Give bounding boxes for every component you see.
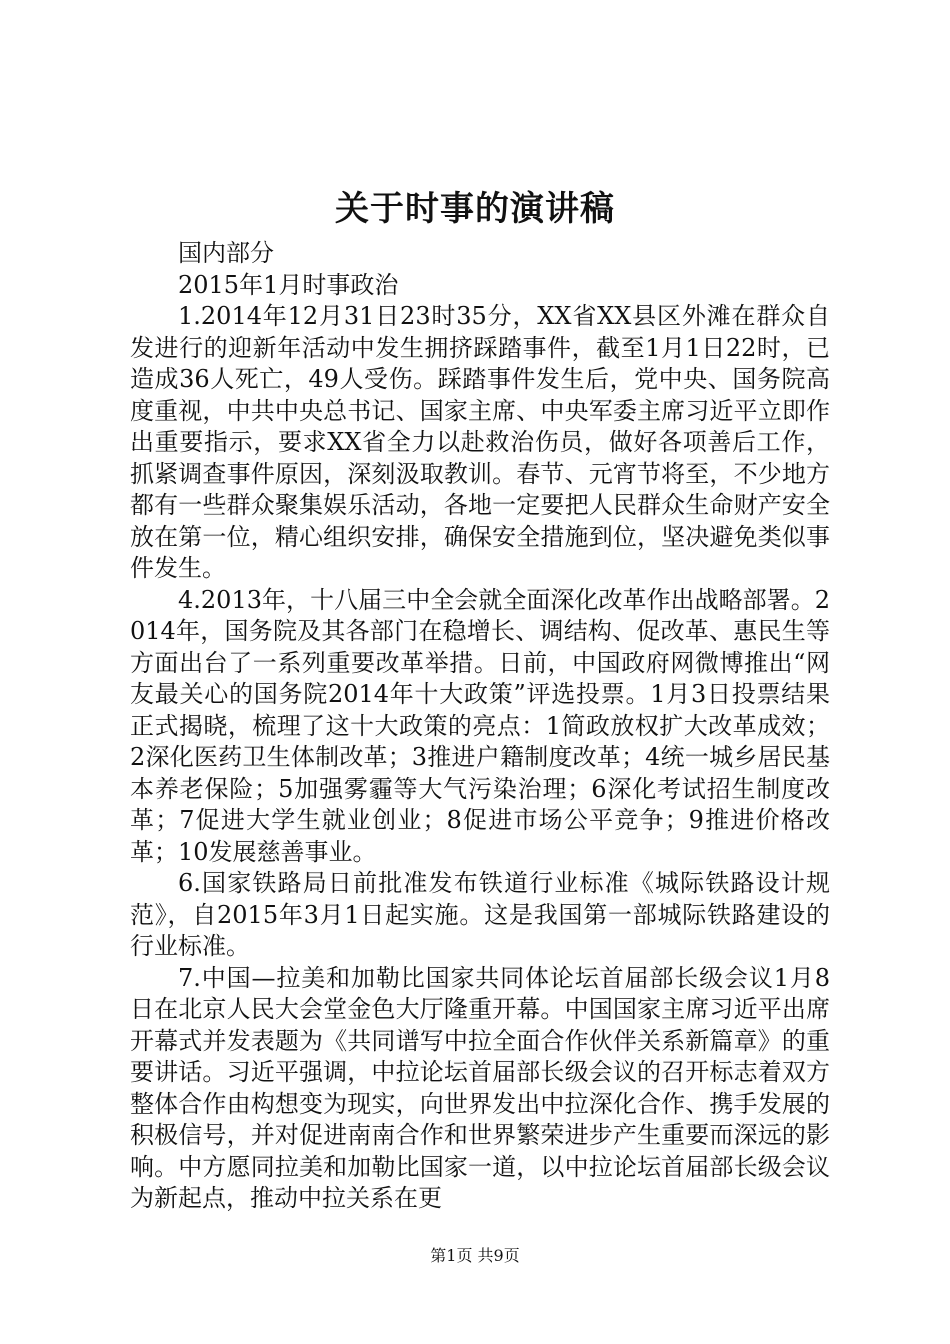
paragraph-item-4: 4.2013年，十八届三中全会就全面深化改革作出战略部署。2014年，国务院及其各部门在稳增长、调结构、促改革、惠民生等方面出台了一系列重要改革举措。日前，中国政府网微博推出“网友最关心的国务院2014年十大政策”评选投票。1月3日投票结果正式揭晓，梳理了这十大政策的亮点：1简政放权扩大改革成效；2深化医药卫生体制改革；3推进户籍制度改革；4统一城乡居民基本养老保险；5加强雾霾等大气污染治理；6深化考试招生制度改革；7促进大学生就业创业；8促进市场公平竞争；9推进价格改革；10发展慈善事业。 <box>130 585 830 866</box>
document-title: 关于时事的演讲稿 <box>335 189 615 229</box>
paragraph-item-1: 1.2014年12月31日23时35分，XX省XX县区外滩在群众自发进行的迎新年活动中发生拥挤踩踏事件，截至1月1日22时，已造成36人死亡，49人受伤。踩踏事件发生后，党中央、国务院高度重视，中共中央总书记、国家主席、中央军委主席习近平立即作出重要指示，要求XX省全力以赴救治伤员，做好各项善后工作，抓紧调查事件原因，深刻汲取教训。春节、元宵节将至，不少地方都有一些群众聚集娱乐活动，各地一定要把人民群众生命财产安全放在第一位，精心组织安排，确保安全措施到位，坚决避免类似事件发生。 <box>130 302 830 582</box>
section-heading: 国内部分 <box>178 239 274 267</box>
paragraph-item-7: 7.中国—拉美和加勒比国家共同体论坛首届部长级会议1月8日在北京人民大会堂金色大厅隆重开幕。中国国家主席习近平出席开幕式并发表题为《共同谱写中拉全面合作伙伴关系新篇章》的重要讲话。习近平强调，中拉论坛首届部长级会议的召开标志着双方整体合作由构想变为现实，向世界发出中拉深化合作、携手发展的积极信号，并对促进南南合作和世界繁荣进步产生重要而深远的影响。中方愿同拉美和加勒比国家一道，以中拉论坛首届部长级会议为新起点，推动中拉关系在更 <box>130 963 830 1212</box>
sub-heading: 2015年1月时事政治 <box>178 270 399 299</box>
page-footer: 第1页 共9页 <box>430 1246 520 1265</box>
document-body <box>130 238 830 1215</box>
paragraph-item-6: 6.国家铁路局日前批准发布铁道行业标准《城际铁路设计规范》，自2015年3月1日起实施。这是我国第一部城际铁路建设的行业标准。 <box>130 869 830 960</box>
